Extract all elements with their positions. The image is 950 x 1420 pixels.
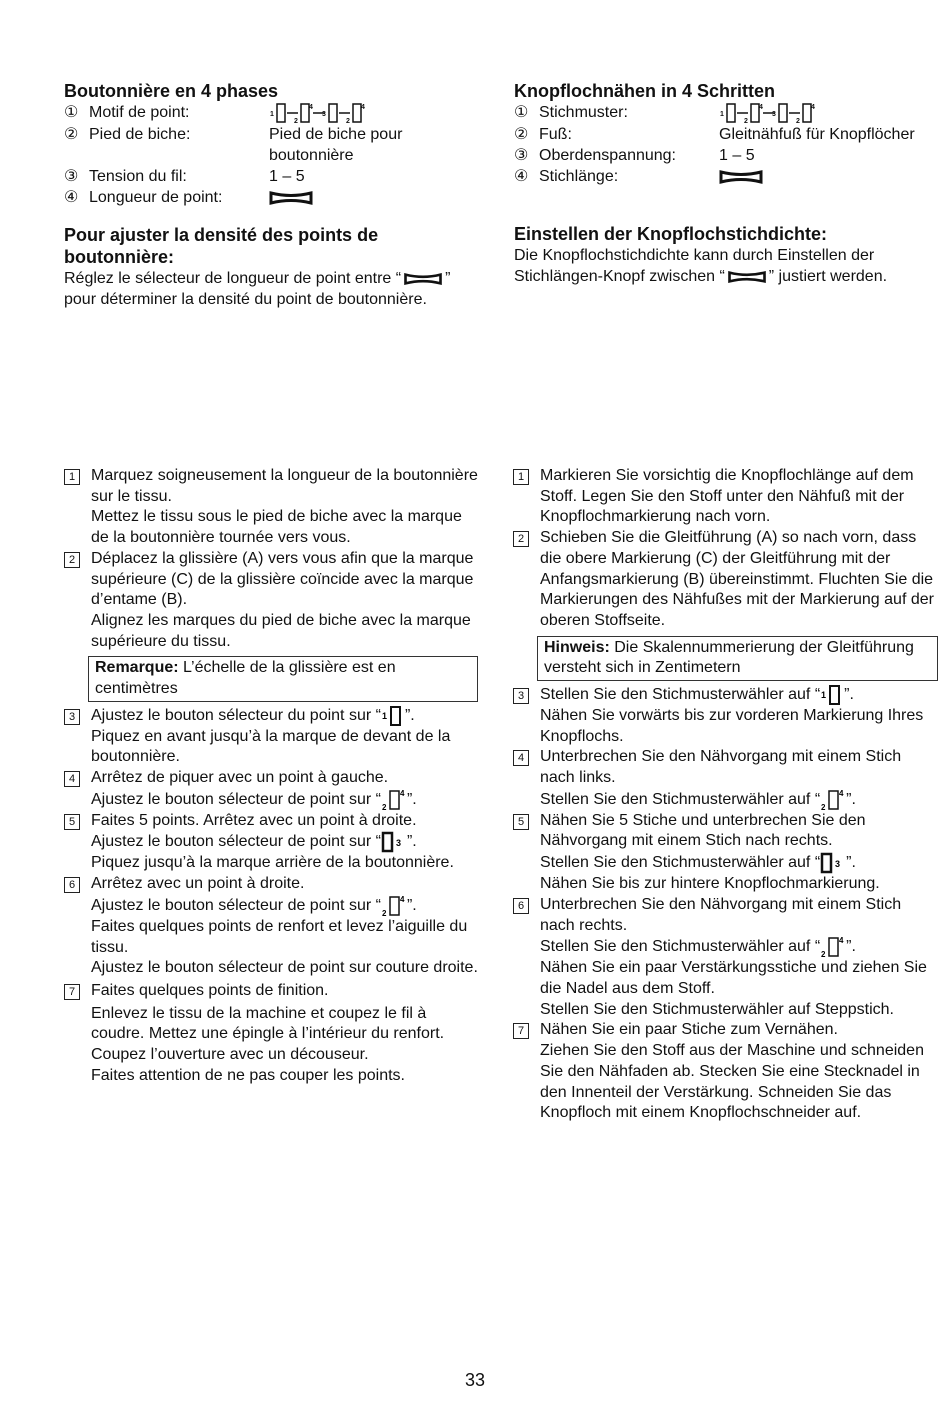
- svg-text:4: 4: [399, 788, 405, 798]
- svg-text:3: 3: [395, 838, 401, 849]
- fr-title: Boutonnière en 4 phases: [64, 81, 279, 101]
- de-spec-list: [514, 102, 939, 187]
- svg-text:4: 4: [361, 104, 365, 111]
- pattern-sequence-icon: [269, 102, 489, 124]
- svg-text:3: 3: [322, 111, 326, 118]
- fr-note-box: Remarque: L’échelle de la glissière est en centimètres: [88, 656, 478, 701]
- svg-text:2: 2: [381, 802, 387, 811]
- de-spec-length: ④ Stichlänge:: [514, 166, 939, 187]
- fr-step-5: 5 Faites 5 points. Arrêtez avec un point à droite. Ajustez le bouton sélecteur de point sur “ 3 ”. Piquez jusqu’à la marque arrière de la boutonnière.: [64, 811, 478, 874]
- stitch-3-icon: [381, 834, 407, 851]
- fr-step-6: 6 Arrêtez avec un point à droite. Ajustez le bouton sélecteur de point sur “ 2 4 ”. Faites quelques points de renfort et levez l’aiguille du tissu. Ajustez le bouton sélecteur de point sur couture droite.: [64, 874, 478, 979]
- fr-step-1: 1 Marquez soigneusement la longueur de la boutonnière sur le tissu. Mettez le tissu sous le pied de biche avec la marque de la boutonnière tournée vers vous.: [64, 466, 478, 549]
- de-column: [514, 80, 939, 287]
- svg-text:3: 3: [835, 859, 841, 870]
- de-step-6: 6 Unterbrechen Sie den Nähvorgang mit einem Stich nach rechts. Stellen Sie den Stichmusterwähler auf “ 2 4 ”. Nähen Sie ein paar Verstärkungsstiche und ziehen Sie die Nadel aus dem Stoff. Stellen Sie den Stichmusterwähler auf Steppstich.: [513, 895, 938, 1021]
- stitch-1-icon: [381, 707, 405, 724]
- de-step-1: 1 Markieren Sie vorsichtig die Knopflochlänge auf dem Stoff. Legen Sie den Stoff unter den Nähfuß mit der Knopflochmarkierung nach vorn.: [513, 466, 938, 528]
- de-note-box: Hinweis: Die Skalennummerierung der Gleitführung versteht sich in Zentimetern: [537, 636, 938, 681]
- de-spec-pattern: ① Stichmuster: 1 2 4 3 2 4: [514, 102, 939, 124]
- stitch-2-4-icon: [820, 788, 846, 811]
- svg-text:4: 4: [839, 788, 844, 798]
- fr-steps: [64, 466, 478, 1087]
- buttonhole-length-icon: [269, 187, 489, 208]
- buttonhole-length-icon: [401, 270, 445, 287]
- fr-density-title: Pour ajuster la densité des points de boutonnière:: [64, 225, 379, 267]
- fr-step-7: 7 Faites quelques points de finition. Enlevez le tissu de la machine et coupez le fil à coudre. Mettez une épingle à l’intérieur du renfort. Coupez l’ouverture avec un découseur. Faites attention de ne pas couper les points.: [64, 981, 478, 1087]
- svg-text:4: 4: [839, 936, 844, 946]
- fr-density-text: Réglez le sélecteur de longueur de point entre “ ” pour déterminer la densité du point de boutonnière.: [64, 270, 451, 308]
- svg-text:4: 4: [759, 104, 763, 111]
- de-spec-foot: ② Fuß: Gleitnähfuß für Knopflöcher: [514, 126, 915, 143]
- fr-spec-foot: ② Pied de biche: Pied de biche pour boutonnière: [64, 126, 403, 164]
- page-number: 33: [464, 1370, 486, 1390]
- fr-step-2: 2 Déplacez la glissière (A) vers vous afin que la marque supérieure (C) de la glissière coïncide avec la marque d’entame (B). Alignez les marques du pied de biche avec la marque supérieure du tissu.: [64, 549, 478, 653]
- buttonhole-length-icon: [719, 166, 939, 187]
- de-steps: [513, 466, 938, 1124]
- fr-step-3: 3 Ajustez le bouton sélecteur du point sur “ 1 ”. Piquez en avant jusqu’à la marque de devant de la boutonnière.: [64, 706, 478, 768]
- svg-text:2: 2: [821, 802, 826, 811]
- svg-text:2: 2: [796, 118, 800, 124]
- svg-text:1: 1: [381, 710, 387, 721]
- fr-spec-list: [64, 102, 489, 208]
- fr-spec-length: ④ Longueur de point:: [64, 187, 489, 208]
- svg-text:2: 2: [744, 118, 748, 124]
- svg-text:1: 1: [270, 111, 274, 118]
- svg-text:2: 2: [346, 118, 350, 124]
- fr-step-4: 4 Arrêtez de piquer avec un point à gauche. Ajustez le bouton sélecteur de point sur “ 2 4 ”.: [64, 768, 478, 811]
- stitch-2-4-icon: [820, 936, 846, 959]
- de-step-7: 7 Nähen Sie ein paar Stiche zum Vernähen. Ziehen Sie den Stoff aus der Maschine und schneiden Sie den Nähfaden ab. Stecken Sie eine Stecknadel in den Innenteil der Verstärkung. Schneiden Sie das Knopfloch mit einem Knopflochschneider auf.: [513, 1020, 938, 1124]
- de-step-2: 2 Schieben Sie die Gleitführung (A) so nach vorn, dass die obere Markierung (C) der Gleitführung mit der Anfangsmarkierung (B) übereinstimmt. Fluchten Sie die Markierungen des Nähfußes mit der Markierung auf der oberen Stoffseite.: [513, 528, 938, 632]
- svg-text:4: 4: [811, 104, 815, 111]
- stitch-2-4-icon: [381, 894, 407, 917]
- de-title: Knopflochnähen in 4 Schritten: [514, 81, 776, 101]
- de-step-3: 3 Stellen Sie den Stichmusterwähler auf “ 1 ”. Nähen Sie vorwärts bis zur vorderen Markierung Ihres Knopflochs.: [513, 685, 938, 747]
- svg-text:2: 2: [294, 118, 298, 124]
- svg-text:1: 1: [720, 111, 724, 118]
- fr-spec-pattern: ① Motif de point: 1 2 4 3 2 4: [64, 102, 489, 124]
- svg-text:1: 1: [821, 690, 827, 701]
- svg-text:2: 2: [821, 950, 826, 959]
- de-spec-tension: ③ Oberdenspannung: 1 – 5: [514, 147, 755, 164]
- pattern-sequence-icon: [719, 102, 939, 124]
- de-density-text: Die Knopflochstichdichte kann durch Einstellen der Stichlängen-Knopf zwischen “ ” justiert werden.: [514, 247, 888, 285]
- svg-text:4: 4: [399, 894, 405, 904]
- de-step-4: 4 Unterbrechen Sie den Nähvorgang mit einem Stich nach links. Stellen Sie den Stichmusterwähler auf “ 2 4 ”.: [513, 747, 938, 810]
- stitch-1-icon: [820, 686, 844, 703]
- de-step-5: 5 Nähen Sie 5 Stiche und unterbrechen Sie den Nähvorgang mit einem Stich nach rechts. Stellen Sie den Stichmusterwähler auf “ 3 ”. Nähen Sie bis zur hintere Knopflochmarkierung.: [513, 811, 938, 895]
- stitch-2-4-icon: [381, 788, 407, 811]
- de-density-title: Einstellen der Knopflochstichdichte:: [514, 224, 828, 244]
- svg-text:4: 4: [309, 104, 313, 111]
- stitch-3-icon: [820, 854, 846, 871]
- fr-spec-tension: ③ Tension du fil: 1 – 5: [64, 168, 305, 185]
- svg-text:2: 2: [381, 908, 387, 917]
- fr-column: [64, 80, 489, 310]
- svg-text:3: 3: [772, 111, 776, 118]
- buttonhole-length-icon: [725, 268, 769, 285]
